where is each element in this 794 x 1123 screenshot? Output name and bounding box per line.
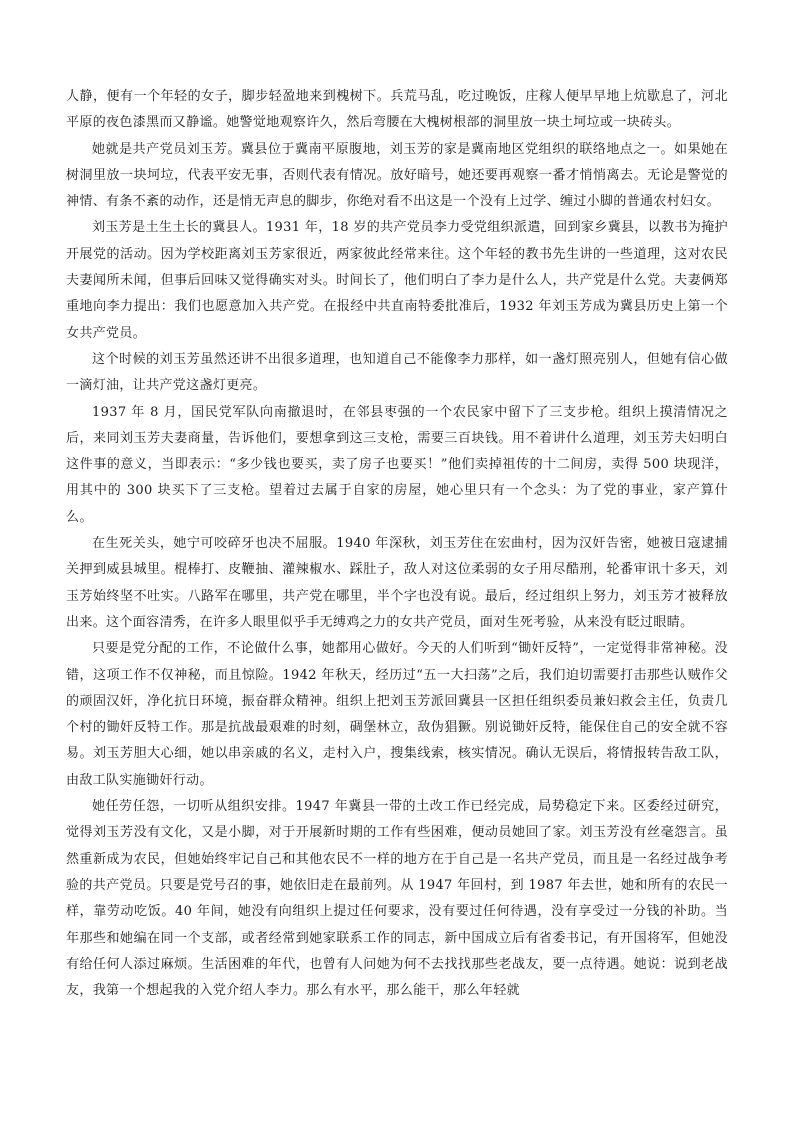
paragraph-1: 人静，便有一个年轻的女子，脚步轻盈地来到槐树下。兵荒马乱，吃过晚饭，庄稼人便早早地上炕歇息了，河北平原的夜色漆黑而又静谧。她警觉地观察许久，然后弯腰在大槐树根部的洞里放一块土坷垃或一块砖头。 <box>66 89 728 131</box>
paragraph-6: 在生死关头，她宁可咬碎牙也决不屈服。1940 年深秋，刘玉芳住在宏曲村，因为汉奸告密，她被日寇逮捕关押到威县城里。棍棒打、皮鞭抽、灌辣椒水、踩肚子，敌人对这位柔弱的女子用尽酷刑，轮番审讯十多天，刘玉芳始终坚不吐实。八路军在哪里，共产党在哪里，半个字也没有说。最后，经过组织上努力，刘玉芳才被释放出来。这个面容清秀，在许多人眼里似乎手无缚鸡之力的女共产党员，面对生死考验，从来没有眨过眼睛。 <box>66 536 728 630</box>
paragraph-7: 只要是党分配的工作，不论做什么事，她都用心做好。今天的人们听到“锄奸反特”，一定觉得非常神秘。没错，这项工作不仅神秘，而且惊险。1942 年秋天，经历过“五一大扫荡”之后，我们迫切需要打击那些认贼作父的顽固汉奸，净化抗日环境，振奋群众精神。组织上把刘玉芳派回冀县一区担任组织委员兼妇救会主任，负责几个村的锄奸反特工作。那是抗战最艰难的时刻，碉堡林立，敌伪猖獗。别说锄奸反特，能保住自己的安全就不容易。刘玉芳胆大心细，她以串亲戚的名义，走村入户，搜集线索，核实情况。确认无误后，将情报转告敌工队，由敌工队实施锄奸行动。 <box>66 641 728 788</box>
paragraph-4: 这个时候的刘玉芳虽然还讲不出很多道理，也知道自己不能像李力那样，如一盏灯照亮别人，但她有信心做一滴灯油，让共产党这盏灯更亮。 <box>66 351 728 394</box>
paragraph-2: 她就是共产党员刘玉芳。冀县位于冀南平原腹地，刘玉芳的家是冀南地区党组织的联络地点之一。如果她在树洞里放一块坷垃，代表平安无事，否则代表有情况。放好暗号，她还要再观察一番才悄悄离去。无论是警觉的神情、有条不紊的动作，还是悄无声息的脚步，你绝对看不出这是一个没有上过学、缠过小脚的普通农村妇女。 <box>66 141 728 210</box>
paragraph-8: 她任劳任怨，一切听从组织安排。1947 年冀县一带的土改工作已经完成，局势稳定下来。区委经过研究，觉得刘玉芳没有文化，又是小脚，对于开展新时期的工作有些困难，便动员她回了家。刘玉芳没有丝毫怨言。虽然重新成为农民，但她始终牢记自己和其他农民不一样的地方在于自己是一名共产党员，而且是一名经过战争考验的共产党员。只要是党号召的事，她依旧走在最前列。从 1947 年回村，到 1987 年去世，她和所有的农民一样，靠劳动吃饭。40 年间，她没有向组织上提过任何要求，没有要过任何待遇，没有享受过一分钱的补助。当年那些和她编在同一个支部，或者经常到她家联系工作的同志，新中国成立后有省委书记，有开国将军，但她没有给任何人添过麻烦。生活困难的年代，也曾有人问她为何不去找找那些老战友，要一点待遇。她说：说到老战友，我第一个想起我的入党介绍人李力。那么有水平，那么能干，那么年轻就 <box>66 799 728 999</box>
document-page <box>66 84 728 1004</box>
paragraph-5: 1937 年 8 月，国民党军队向南撤退时，在邻县枣强的一个农民家中留下了三支步枪。组织上摸清情况之后，来同刘玉芳夫妻商量，告诉他们，要想拿到这三支枪，需要三百块钱。用不着讲什么道理，刘玉芳夫妇明白这件事的意义，当即表示：“多少钱也要买，卖了房子也要买！”他们卖掉祖传的十二间房，卖得 500 块现洋，用其中的 300 块买下了三支枪。望着过去属于自家的房屋，她心里只有一个念头：为了党的事业，家产算什么。 <box>66 404 728 525</box>
paragraph-3: 刘玉芳是土生土长的冀县人。1931 年，18 岁的共产党员李力受党组织派遣，回到家乡冀县，以教书为掩护开展党的活动。因为学校距离刘玉芳家很近，两家彼此经常来往。这个年轻的教书先生讲的一些道理，这对农民夫妻闻所未闻，但事后回味又觉得确实对头。时间长了，他们明白了李力是什么人，共产党是什么党。夫妻俩郑重地向李力提出：我们也愿意加入共产党。在报经中共直南特委批准后，1932 年刘玉芳成为冀县历史上第一个女共产党员。 <box>66 220 728 341</box>
